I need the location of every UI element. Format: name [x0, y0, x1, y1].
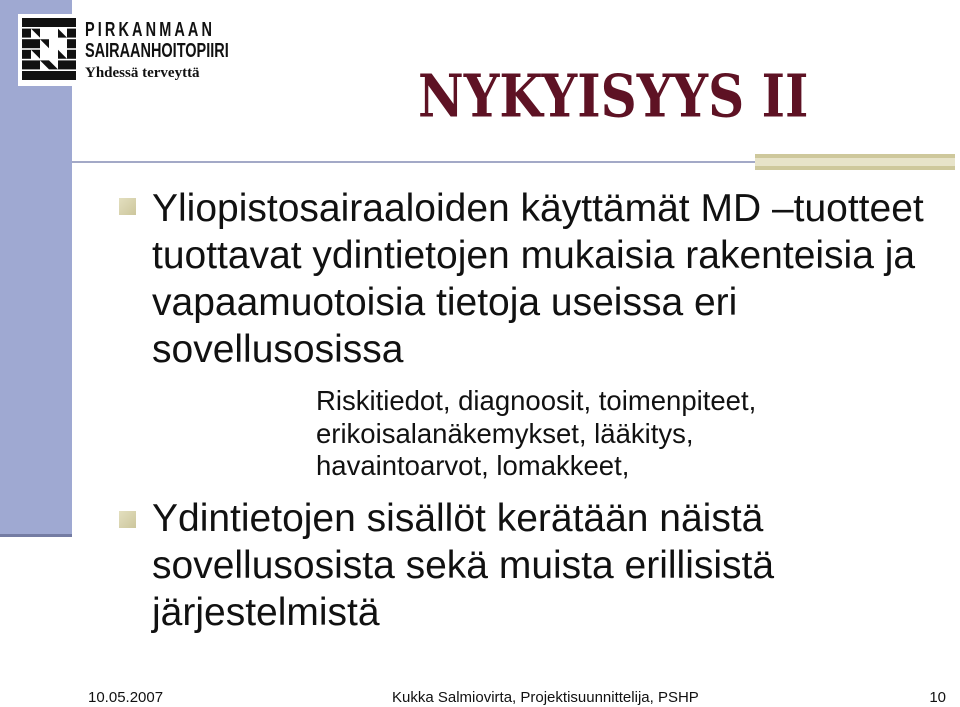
logo-tagline: Yhdessä terveyttä: [85, 65, 200, 81]
slide-number: 10: [929, 689, 946, 706]
bullet-2-line: sovellusosista sekä muista erillisistä: [152, 544, 775, 587]
title-divider-band: [755, 154, 955, 170]
footer-author: Kukka Salmiovirta, Projektisuunnittelija, PSHP: [392, 689, 699, 706]
bullet-1-line: tuottavat ydintietojen mukaisia rakenteisia ja: [152, 234, 916, 277]
logo-name-line-1: PIRKANMAAN: [85, 19, 216, 41]
bullet-2-line: Ydintietojen sisällöt kerätään näistä: [152, 497, 764, 540]
logo-mark-icon: [22, 18, 76, 80]
bullet-1-sub-text: [316, 385, 756, 483]
side-bar-edge: [0, 534, 72, 537]
bullet-1-text: [152, 185, 924, 373]
footer-date: 10.05.2007: [88, 689, 164, 706]
title-divider-line: [72, 161, 755, 163]
bullet-2-text: [152, 495, 774, 636]
sub-bullet-line: erikoisalanäkemykset, lääkitys,: [316, 417, 694, 449]
bullet-square-icon: [119, 198, 136, 215]
bullet-2-line: järjestelmistä: [152, 591, 380, 634]
slide-title: NYKYISYYS II: [418, 61, 809, 131]
logo-name-line-2: SAIRAANHOITOPIIRI: [85, 40, 229, 62]
bullet-square-icon: [119, 511, 136, 528]
sub-bullet-line: Riskitiedot, diagnoosit, toimenpiteet,: [316, 385, 757, 416]
bullet-1-line: vapaamuotoisia tietoja useissa eri: [152, 281, 738, 324]
bullet-1-line: Yliopistosairaaloiden käyttämät MD –tuotteet: [152, 187, 924, 230]
bullet-1-line: sovellusosissa: [152, 328, 404, 371]
sub-bullet-line: havaintoarvot, lomakkeet,: [316, 450, 630, 481]
